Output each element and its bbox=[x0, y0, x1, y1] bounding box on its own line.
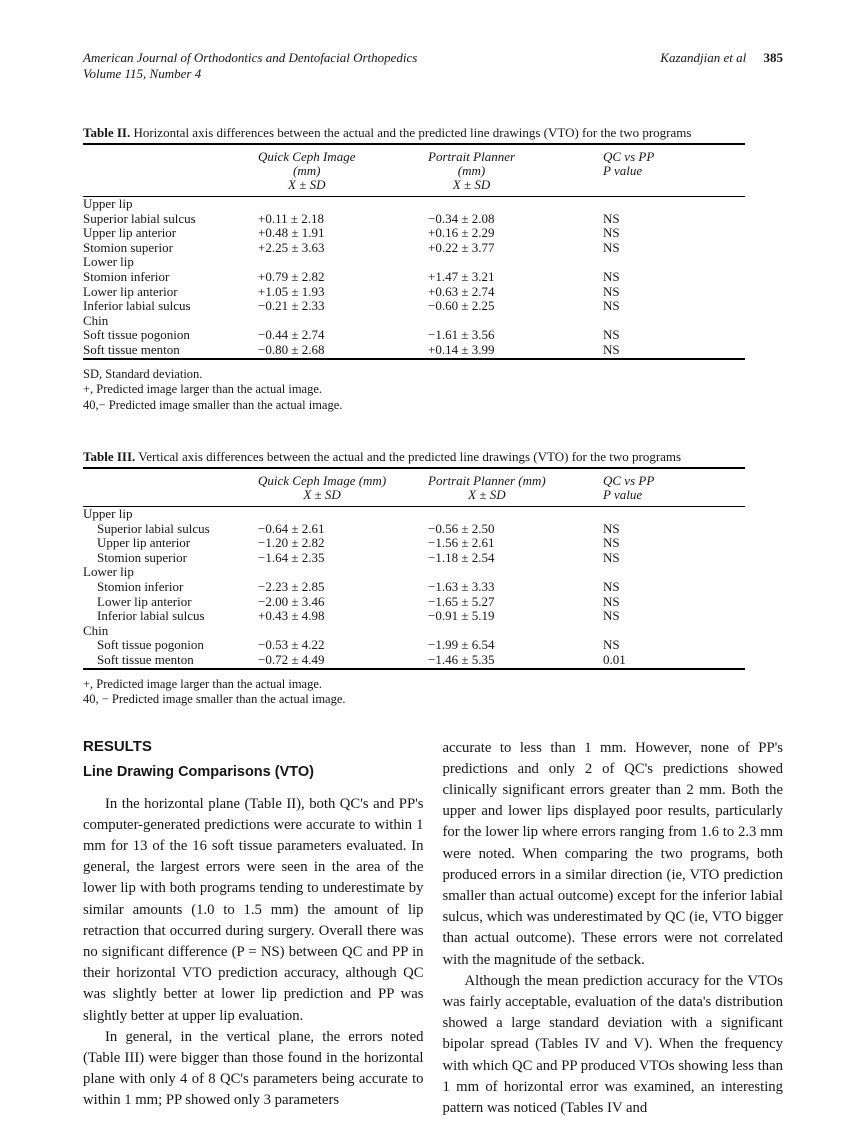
page-number: 385 bbox=[763, 50, 783, 65]
qc-header-stat: X ± SD bbox=[288, 177, 326, 192]
table-row: Stomion superior −1.64 ± 2.35 −1.18 ± 2.54 NS bbox=[97, 549, 620, 565]
footnote: 40,− Predicted image smaller than the actual image. bbox=[83, 397, 343, 412]
table-vertical-differences bbox=[83, 467, 745, 670]
journal-volume: Volume 115, Number 4 bbox=[83, 66, 202, 81]
pp-header-stat: X ± SD bbox=[452, 177, 491, 192]
page-content bbox=[83, 50, 783, 1119]
pp-header-stat: X ± SD bbox=[468, 487, 506, 503]
footnote: +, Predicted image larger than the actual image. bbox=[83, 676, 323, 691]
pvalue-header-name: QC vs PP bbox=[603, 473, 655, 489]
group-row: Lower lip bbox=[83, 564, 134, 580]
table2-label: Table II. bbox=[83, 125, 131, 140]
qc-header-name: Quick Ceph Image (mm) bbox=[258, 473, 387, 489]
table3-caption-text: Vertical axis differences between the actual and the predicted line drawings (VTO) for the two programs bbox=[138, 449, 682, 465]
table2-caption-text: Horizontal axis differences between the actual and the predicted line drawings (VTO) for the two programs bbox=[133, 125, 692, 140]
table-row: Stomion inferior +0.79 ± 2.82 +1.47 ± 3.21 NS bbox=[83, 268, 620, 284]
section-subheading: Line Drawing Comparisons (VTO) bbox=[83, 763, 314, 780]
table-row: Upper lip anterior +0.48 ± 1.91 +0.16 ± 2.29 NS bbox=[83, 225, 620, 241]
table3-label: Table III. bbox=[83, 449, 136, 465]
table-row: Upper lip anterior −1.20 ± 2.82 −1.56 ± 2.61 NS bbox=[97, 535, 620, 551]
pvalue-header-stat: P value bbox=[603, 487, 643, 503]
table2-header-pp bbox=[428, 144, 603, 197]
paragraph: accurate to less than 1 mm. However, none of PP's predictions and only 2 of QC's predictions showed clinically significant errors greater than 2 mm. Both the upper and lower lips displayed poor results, particularly for the lower lip where errors ranging from 1.6 to 2.3 mm were noted. When comparing the two programs, both produced errors in a similar direction (ie, VTO prediction smaller than actual outcome) except for the inferior labial sulcus, which was underestimated by QC (ie, VTO bigger than actual outcome). These errors were not correlated with the magnitude of the setback. bbox=[442, 739, 783, 968]
table3-header-qc bbox=[258, 468, 428, 507]
table-row: Stomion superior +2.25 ± 3.63 +0.22 ± 3.77 NS bbox=[83, 239, 620, 255]
pvalue-header-name: QC vs PP bbox=[603, 149, 655, 164]
pp-header-name: Portrait Planner bbox=[428, 149, 516, 164]
paragraph: Although the mean prediction accuracy for the VTOs was fairly acceptable, evaluation of the data's distribution showed a large standard deviation with a significant bipolar spread (Tables IV and V). When the frequency with which QC and PP produced VTOs showing less than 1 mm of horizontal error was examined, an interesting pattern was noticed (Tables IV and bbox=[442, 972, 783, 1117]
text-column-left bbox=[83, 738, 424, 1120]
pp-header-name: Portrait Planner (mm) bbox=[428, 473, 546, 489]
table-row: Soft tissue menton −0.80 ± 2.68 +0.14 ± 3.99 NS bbox=[83, 341, 620, 357]
journal-title: American Journal of Orthodontics and Dentofacial Orthopedics bbox=[83, 50, 418, 65]
running-head bbox=[83, 50, 783, 82]
table-row: Soft tissue pogonion −0.44 ± 2.74 −1.61 ± 3.56 NS bbox=[83, 327, 620, 343]
table2-header-row bbox=[83, 144, 745, 197]
running-head-right bbox=[660, 50, 783, 66]
journal-title-block bbox=[83, 50, 417, 82]
pp-header-unit: (mm) bbox=[457, 163, 486, 178]
text-column-right bbox=[443, 738, 784, 1120]
qc-header-unit: (mm) bbox=[293, 163, 321, 178]
table-row: Inferior labial sulcus +0.43 ± 4.98 −0.91 ± 5.19 NS bbox=[97, 608, 620, 624]
group-row: Chin bbox=[83, 622, 109, 638]
table3-header-pp bbox=[428, 468, 603, 507]
table2-header-qc bbox=[258, 144, 428, 197]
table-horizontal-differences bbox=[83, 143, 745, 360]
footnote: 40, − Predicted image smaller than the actual image. bbox=[83, 692, 346, 707]
table3-header-pvalue bbox=[603, 468, 745, 507]
group-row: Upper lip bbox=[83, 196, 133, 211]
table2-footnotes bbox=[83, 367, 745, 414]
authors: Kazandjian et al bbox=[660, 50, 747, 65]
results-section bbox=[83, 738, 783, 1120]
table3-header-empty bbox=[83, 468, 258, 507]
table3-caption bbox=[83, 449, 783, 464]
table-row: Stomion inferior −2.23 ± 2.85 −1.63 ± 3.33 NS bbox=[97, 579, 620, 594]
paragraph: In the horizontal plane (Table II), both QC's and PP's computer-generated predictions were accurate to within 1 mm for 13 of the 16 soft tissue parameters evaluated. In general, the largest errors were seen in the area of the lower lip with both programs tending to underestimate by similar amounts (1.0 to 1.5 mm) the amount of lip retraction that occurred during surgery. Overall there was no significant difference (P = NS) between QC and PP in their horizontal VTO prediction accuracy, although QC was slightly better at lower lip prediction and PP was slightly better at upper lip evaluation. bbox=[83, 795, 424, 1024]
table2-caption bbox=[83, 125, 783, 140]
section-heading: RESULTS bbox=[83, 737, 152, 755]
group-row: Lower lip bbox=[83, 254, 134, 270]
footnote: SD, Standard deviation. bbox=[83, 366, 203, 381]
pvalue-header-stat: P value bbox=[603, 163, 643, 178]
table-row: Lower lip anterior +1.05 ± 1.93 +0.63 ± 2.74 NS bbox=[83, 283, 620, 299]
qc-header-stat: X ± SD bbox=[303, 487, 341, 503]
table-row: Soft tissue menton −0.72 ± 4.49 −1.46 ± 5.35 0.01 bbox=[97, 651, 626, 667]
table2-header-empty bbox=[83, 144, 258, 197]
group-row: Chin bbox=[83, 312, 109, 328]
paragraph: In general, in the vertical plane, the errors noted (Table III) were bigger than those found in the horizontal plane with only 4 of 8 QC's parameters being accurate to within 1 mm; PP showed only 3 parameters bbox=[83, 1028, 424, 1109]
footnote: +, Predicted image larger than the actual image. bbox=[83, 382, 323, 397]
group-row: Upper lip bbox=[83, 506, 133, 522]
qc-header-name: Quick Ceph Image bbox=[258, 149, 356, 164]
table2-header-pvalue bbox=[603, 144, 745, 197]
table3-footnotes bbox=[83, 677, 745, 708]
table-row: Soft tissue pogonion −0.53 ± 4.22 −1.99 ± 6.54 NS bbox=[97, 637, 620, 653]
table3-header-row bbox=[83, 468, 745, 507]
table-row: Superior labial sulcus +0.11 ± 2.18 −0.34 ± 2.08 NS bbox=[83, 210, 620, 226]
table-row: Superior labial sulcus −0.64 ± 2.61 −0.56 ± 2.50 NS bbox=[97, 520, 620, 536]
table-row: Lower lip anterior −2.00 ± 3.46 −1.65 ± 5.27 NS bbox=[97, 593, 620, 609]
table-row: Inferior labial sulcus −0.21 ± 2.33 −0.60 ± 2.25 NS bbox=[83, 298, 620, 314]
